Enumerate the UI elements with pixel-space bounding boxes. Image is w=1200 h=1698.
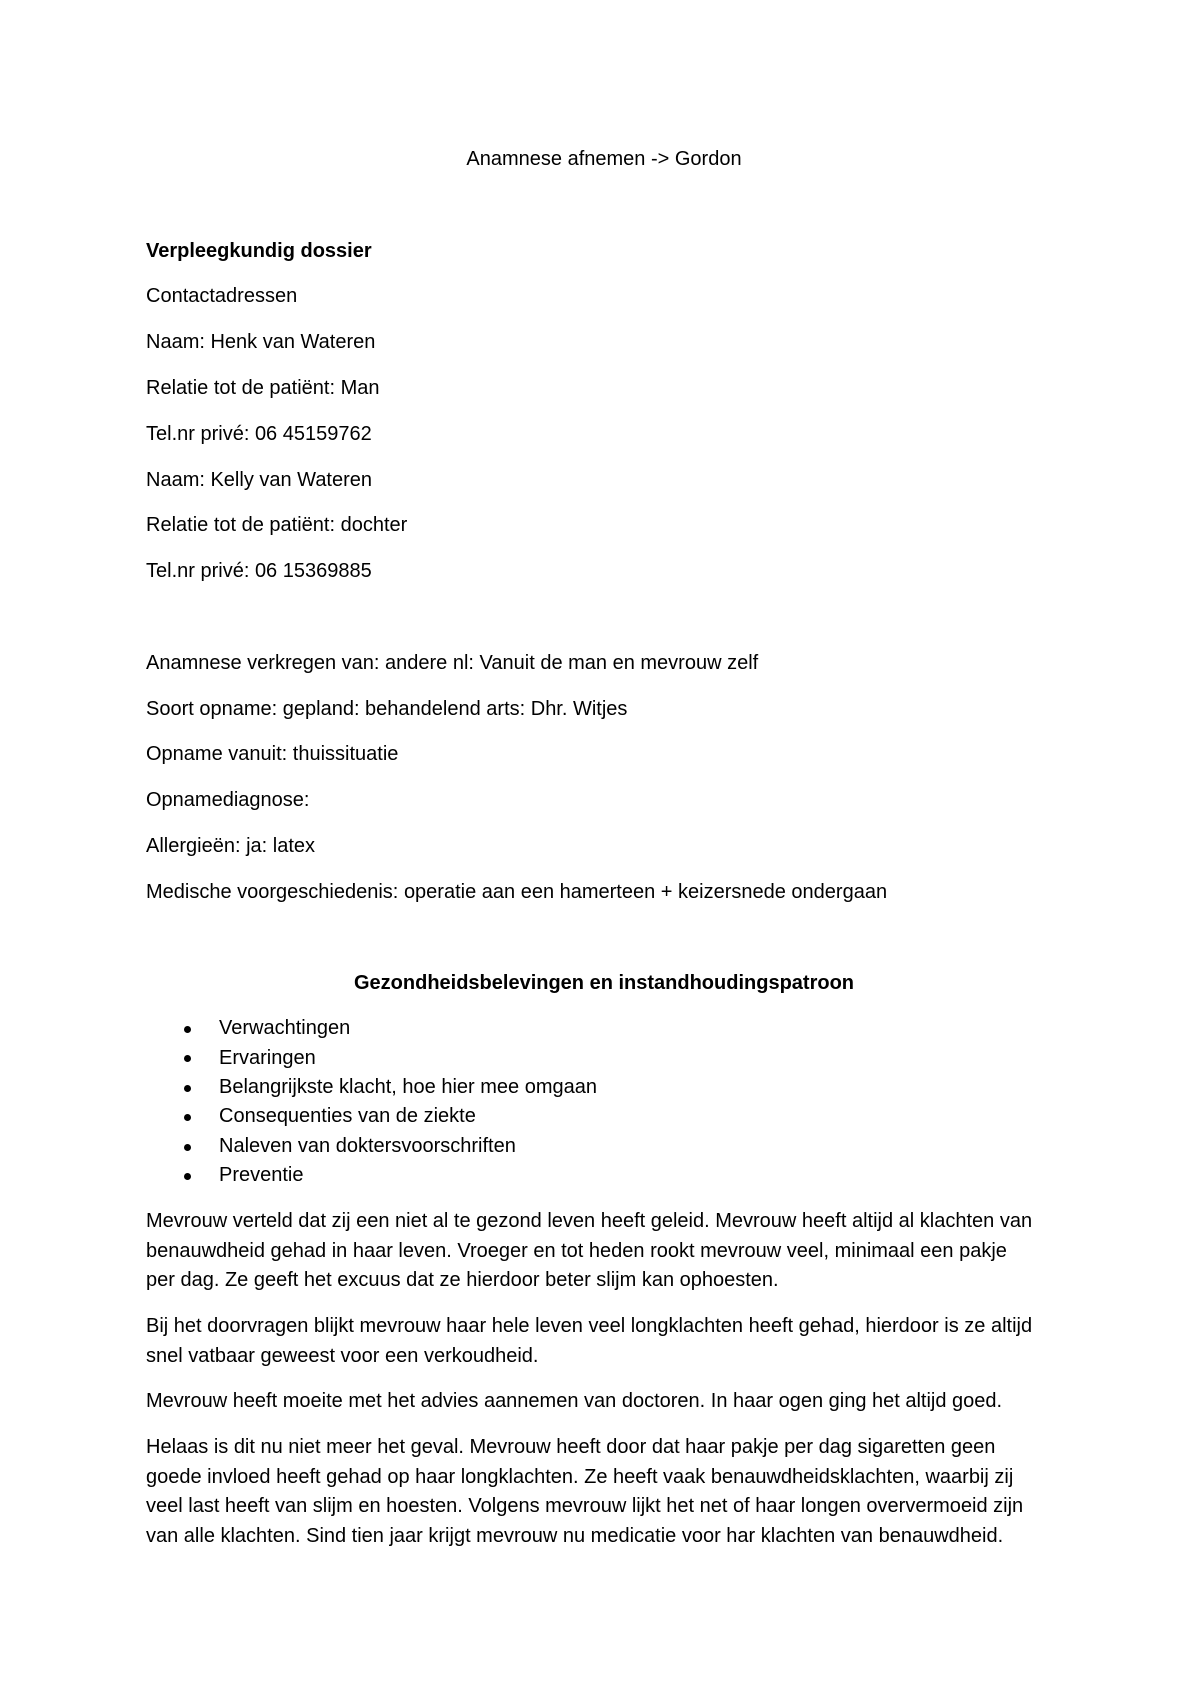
field-label: Relatie tot de patiënt: [146,514,336,537]
field-label: Medische voorgeschiedenis: [146,880,399,903]
contact-phone-row [146,549,1062,595]
list-item-label: Ervaringen [219,1046,316,1069]
paragraph-line: veel last heeft van slijm en hoesten. Volgens mevrouw lijkt het net of haar longen oververmoeid zijn [146,1495,1024,1518]
blank-line [146,595,1062,641]
field-label: Soort opname: [146,697,278,720]
field-value: Man [340,376,380,399]
field-label: Allergieën: [146,834,241,857]
blank-line [146,916,1062,962]
paragraph-line: Helaas is dit nu niet meer het geval. Mevrouw heeft door dat haar pakje per dag sigaretten geen [146,1436,996,1459]
paragraph [146,1387,1062,1416]
list-item-label: Verwachtingen [219,1017,351,1040]
bullet-icon [184,1055,191,1062]
field-value: dochter [340,514,408,537]
paragraph-line: van alle klachten. Sind tien jaar krijgt mevrouw nu medicatie voor har klachten van benauwdheid. [146,1524,1004,1547]
allergies-row [146,824,1062,870]
field-value: Kelly van Wateren [210,468,373,491]
medical-history-row [146,870,1062,916]
paragraph-line: Bij het doorvragen blijkt mevrouw haar hele leven veel longklachten heeft gehad, hierdoor is ze altijd [146,1315,1033,1338]
field-label: Anamnese verkregen van: [146,651,380,674]
bullet-icon [184,1085,191,1092]
list-item [146,1132,1062,1161]
field-label: Naam: [146,468,205,491]
field-value: 06 45159762 [254,422,372,445]
list-item-label: Naleven van doktersvoorschriften [219,1134,516,1157]
document-content [146,137,1062,1551]
list-item [146,1044,1062,1073]
bullet-icon [184,1114,191,1121]
paragraph-line: Mevrouw verteld dat zij een niet al te gezond leven heeft geleid. Mevrouw heeft altijd al klachten van [146,1210,1033,1233]
field-label: Tel.nr privé: [146,422,250,445]
paragraph [146,1207,1062,1295]
field-value: andere nl: Vanuit de man en mevrouw zelf [385,651,759,674]
field-value: 06 15369885 [254,560,372,583]
pattern-bullet-list [146,1014,1062,1191]
paragraph-line: benauwdheid gehad in haar leven. Vroeger en tot heden rookt mevrouw veel, minimaal een pakje [146,1239,1007,1262]
field-value: gepland: behandelend arts: Dhr. Witjes [282,697,628,720]
blank-line [146,183,1062,229]
contacts-label: Contactadressen [146,285,298,308]
field-value: Henk van Wateren [210,331,376,354]
field-value: thuissituatie [292,743,399,766]
paragraph-line: snel vatbaar geweest voor een verkoudheid. [146,1344,539,1367]
admission-type-row [146,687,1062,733]
bullet-icon [184,1144,191,1151]
contact-name-row [146,320,1062,366]
admission-diagnosis-row [146,778,1062,824]
contact-phone-row [146,412,1062,458]
list-item-label: Preventie [219,1164,304,1187]
bullet-icon [184,1026,191,1033]
section-heading: Verpleegkundig dossier [146,239,372,262]
admission-source-row [146,641,1062,687]
list-item [146,1102,1062,1131]
field-label: Tel.nr privé: [146,560,250,583]
contact-relation-row [146,503,1062,549]
paragraph-line: per dag. Ze geeft het excuus dat ze hierdoor beter slijm kan ophoesten. [146,1269,779,1292]
list-item [146,1073,1062,1102]
list-item-label: Consequenties van de ziekte [219,1105,476,1128]
list-item [146,1014,1062,1043]
field-label: Opnamediagnose: [146,789,310,812]
contact-relation-row [146,366,1062,412]
list-item-label: Belangrijkste klacht, hoe hier mee omgaan [219,1076,597,1099]
paragraph [146,1433,1062,1551]
document-title: Anamnese afnemen -> Gordon [466,148,742,170]
bullet-icon [184,1173,191,1180]
paragraph [146,1312,1062,1371]
field-label: Relatie tot de patiënt: [146,376,336,399]
pattern-heading: Gezondheidsbelevingen en instandhoudingspatroon [353,972,855,995]
contact-name-row [146,458,1062,504]
admission-origin-row [146,732,1062,778]
field-value: operatie aan een hamerteen + keizersnede ondergaan [403,880,888,903]
field-label: Opname vanuit: [146,743,288,766]
paragraph-line: Mevrouw heeft moeite met het advies aannemen van doctoren. In haar ogen ging het altijd goed. [146,1390,1003,1413]
paragraph-line: goede invloed heeft gehad op haar longklachten. Ze heeft vaak benauwdheidsklachten, waarbij zij [146,1465,1014,1488]
list-item [146,1161,1062,1190]
field-value: ja: latex [246,834,316,857]
field-label: Naam: [146,331,205,354]
